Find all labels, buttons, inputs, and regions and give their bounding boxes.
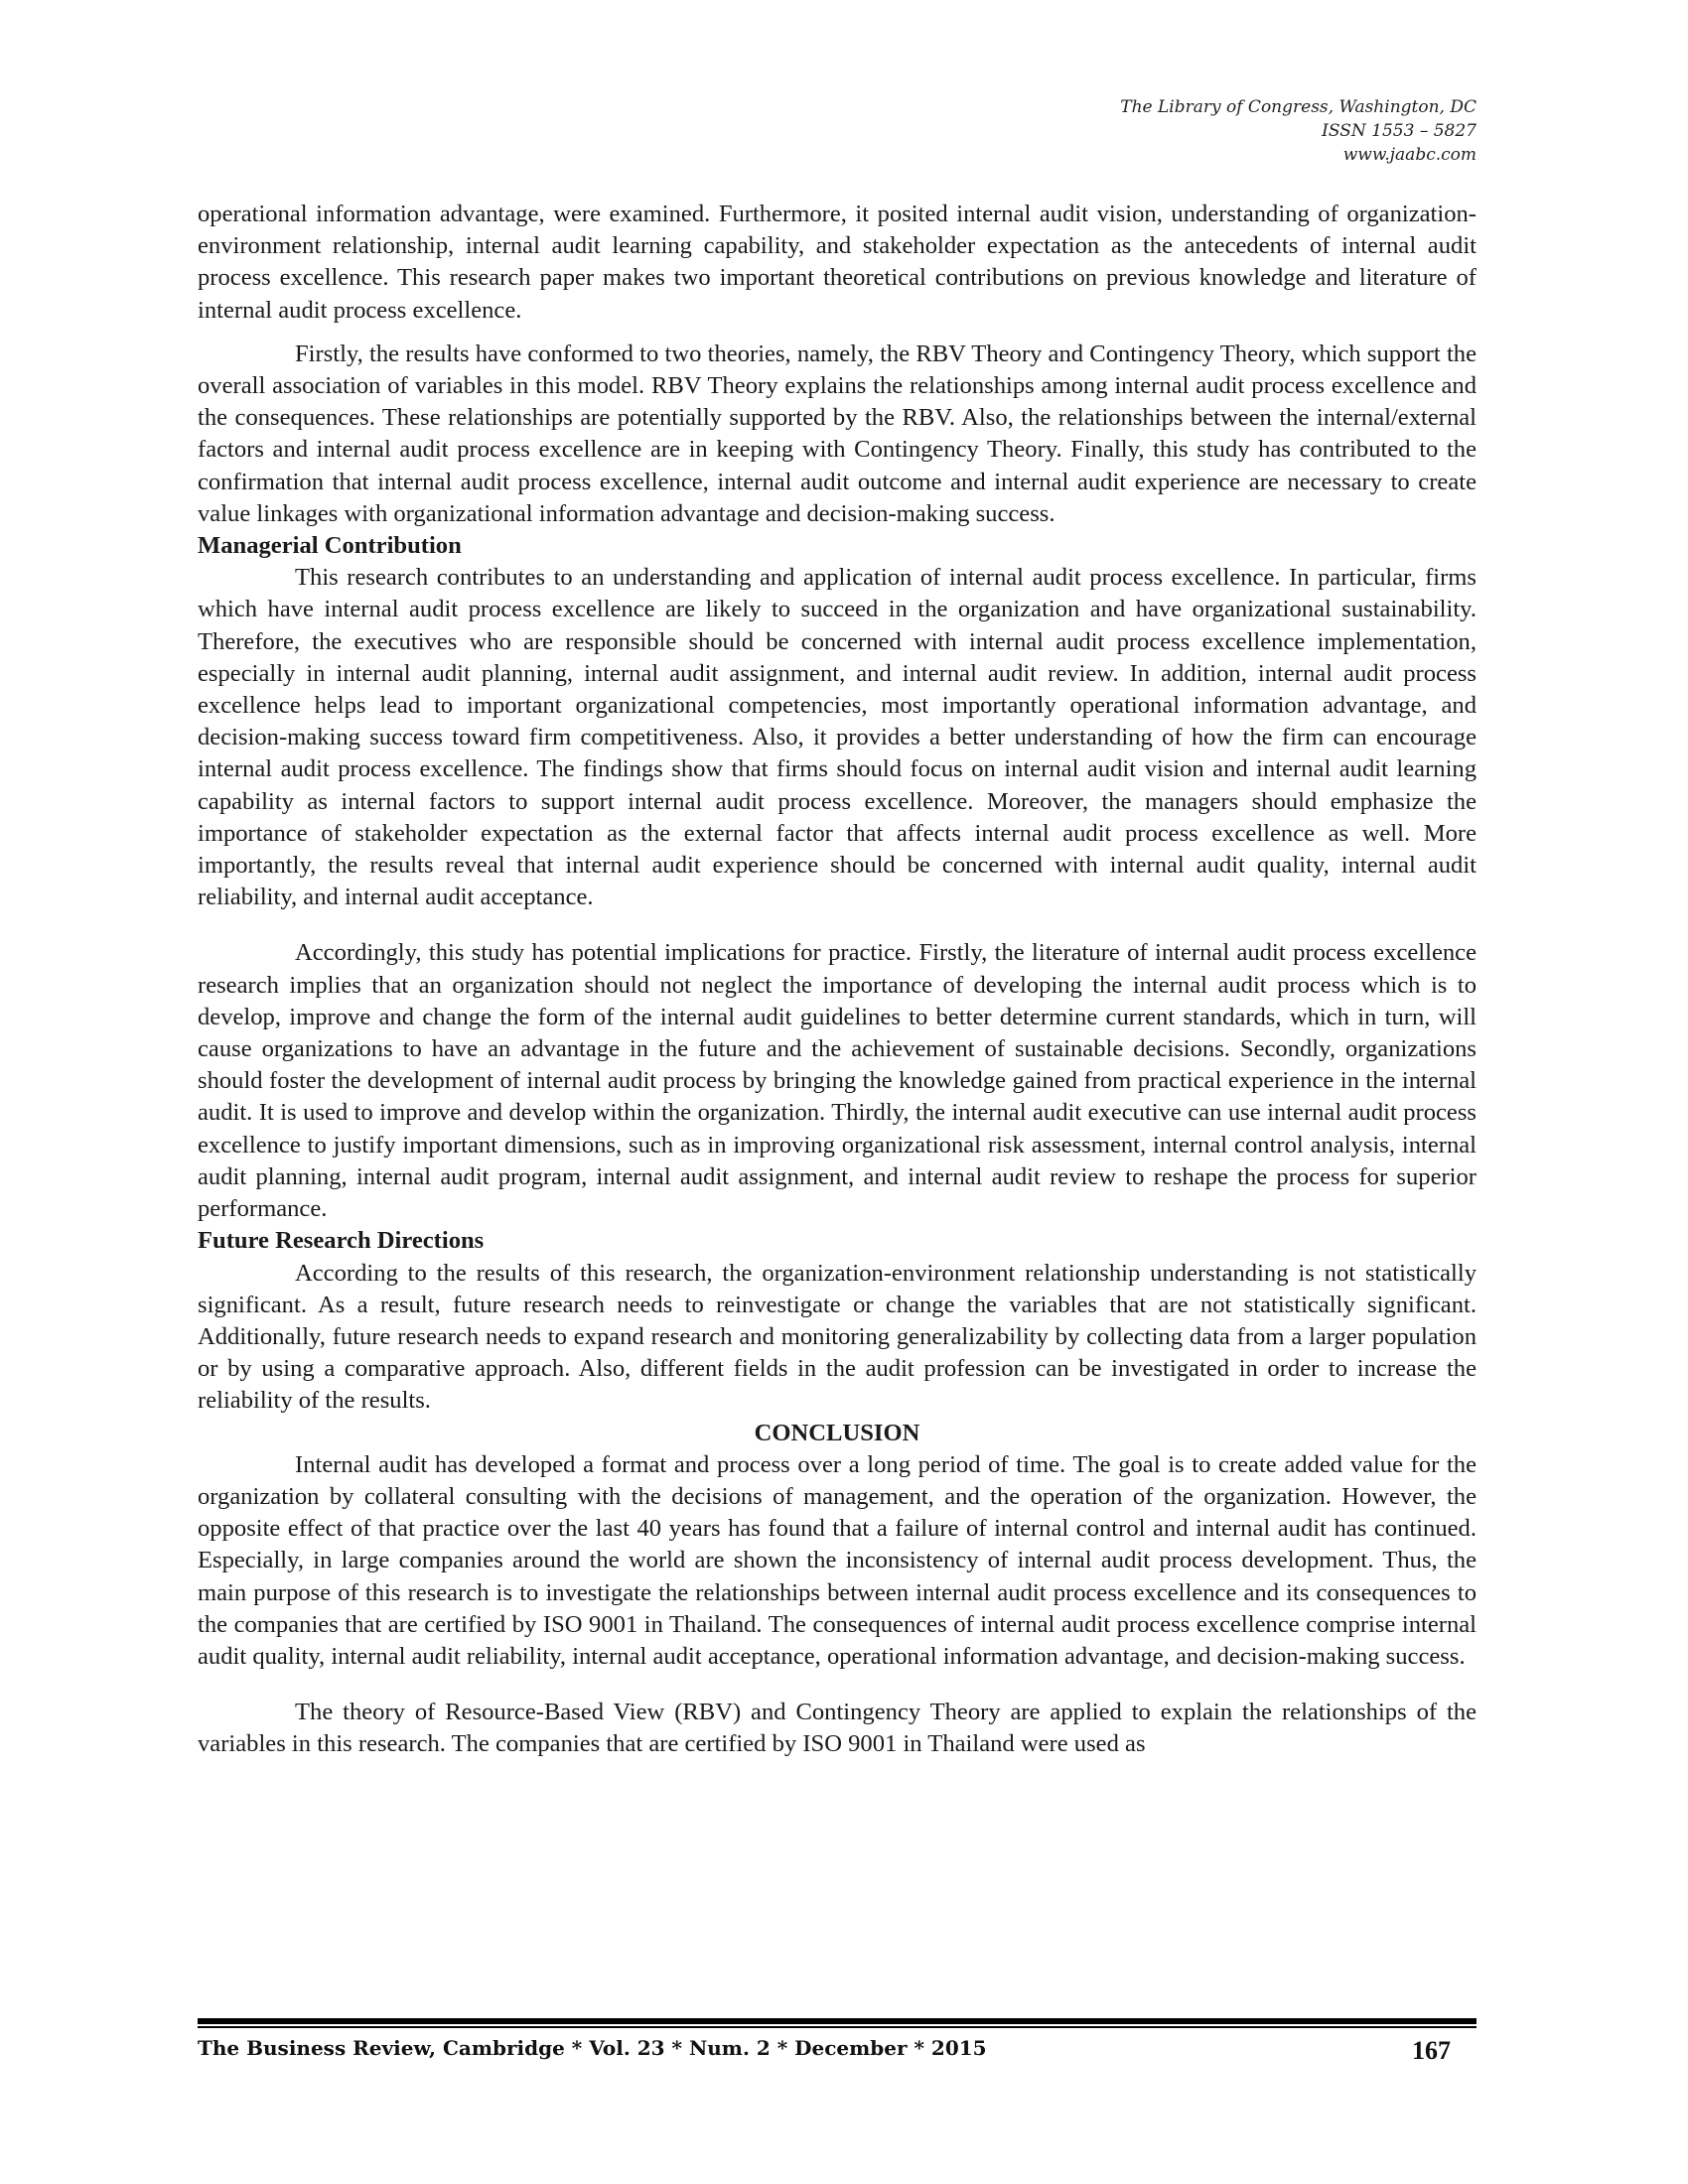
footer-journal-citation: The Business Review, Cambridge * Vol. 23 * Num. 2 * December * 2015 — [198, 2036, 987, 2060]
heading-future-research: Future Research Directions — [198, 1227, 485, 1255]
heading-conclusion: CONCLUSION — [754, 1419, 920, 1446]
heading-managerial-contribution: Managerial Contribution — [198, 532, 462, 560]
paragraph-conclusion: Internal audit has developed a format and process over a long period of time. The goal is to create added value for the organization by collateral consulting with the decisions of management, and the operation of the organization. However, the opposite effect of that practice over the last 40 years has found that a failure of internal control and internal audit has continued. Especially, in large companies around the world are shown the inconsistency of internal audit process development. Thus, the main purpose of this research is to investigate the relationships between internal audit process excellence and its consequences to the companies that are certified by ISO 9001 in Thailand. The consequences of internal audit process excellence comprise internal audit quality, internal audit reliability, internal audit acceptance, operational information advantage, and decision-making success. — [198, 1450, 1477, 1670]
paragraph-future-research: According to the results of this research, the organization-environment relationship understanding is not statistically significant. As a result, future research needs to reinvestigate or change the variables that are not statistically significant. Additionally, future research needs to expand research and monitoring generalizability by collecting data from a larger population or by using a comparative approach. Also, different fields in the audit profession can be investigated in order to increase the reliability of the results. — [198, 1259, 1477, 1415]
page-number: 167 — [1412, 2036, 1451, 2065]
paragraph-managerial-contribution: This research contributes to an understanding and application of internal audit process excellence. In particular, firms which have internal audit process excellence are likely to succeed in the organization and have organizational sustainability. Therefore, the executives who are responsible should be concerned with internal audit process excellence implementation, especially in internal audit planning, internal audit assignment, and internal audit review. In addition, internal audit process excellence helps lead to important organizational competencies, most importantly operational information advantage, and decision-making success toward firm competitiveness. Also, it provides a better understanding of how the firm can encourage internal audit process excellence. The findings show that firms should focus on internal audit vision and internal audit learning capability as internal factors to support internal audit process excellence. Moreover, the managers should emphasize the importance of stakeholder expectation as the external factor that affects internal audit process excellence as well. More importantly, the results reveal that internal audit experience should be concerned with internal audit quality, internal audit reliability, and internal audit acceptance. — [198, 564, 1477, 911]
paragraph-theory-applied: The theory of Resource-Based View (RBV) and Contingency Theory are applied to explain the relationships of the variables in this research. The companies that are certified by ISO 9001 in Thailand were used as — [198, 1699, 1477, 1758]
footer-rule-thin — [198, 2026, 1477, 2028]
header-publisher: The Library of Congress, Washington, DC — [1120, 97, 1477, 117]
running-header — [1120, 95, 1477, 167]
paragraph-continued: operational information advantage, were examined. Furthermore, it posited internal audit vision, understanding of organization-environment relationship, internal audit learning capability, and stakeholder expectation as the antecedents of internal audit process excellence. This research paper makes two important theoretical contributions on previous knowledge and literature of internal audit process excellence. — [198, 201, 1477, 324]
article-body — [198, 199, 1477, 1761]
header-issn: ISSN 1553 – 5827 — [1322, 121, 1477, 141]
paragraph-theoretical-contribution: Firstly, the results have conformed to two theories, namely, the RBV Theory and Contingency Theory, which support the overall association of variables in this model. RBV Theory explains the relationships among internal audit process excellence and the consequences. These relationships are potentially supported by the RBV. Also, the relationships between the internal/external factors and internal audit process excellence are in keeping with Contingency Theory. Finally, this study has contributed to the confirmation that internal audit process excellence, internal audit outcome and internal audit experience are necessary to create value linkages with organizational information advantage and decision-making success. — [198, 340, 1477, 527]
header-website: www.jaabc.com — [1342, 145, 1477, 165]
paragraph-practice-implications: Accordingly, this study has potential implications for practice. Firstly, the literature of internal audit process excellence research implies that an organization should not neglect the importance of developing the internal audit process which is to develop, improve and change the form of the internal audit guidelines to better determine current standards, which in turn, will cause organizations to have an advantage in the future and the achievement of sustainable decisions. Secondly, organizations should foster the development of internal audit process by bringing the knowledge gained from practical experience in the internal audit. It is used to improve and develop within the organization. Thirdly, the internal audit executive can use internal audit process excellence to justify important dimensions, such as in improving organizational risk assessment, internal control analysis, internal audit planning, internal audit program, internal audit assignment, and internal audit review to reshape the process for superior performance. — [198, 939, 1477, 1223]
running-footer — [198, 2036, 1477, 2066]
footer-rule-thick — [198, 2018, 1477, 2024]
